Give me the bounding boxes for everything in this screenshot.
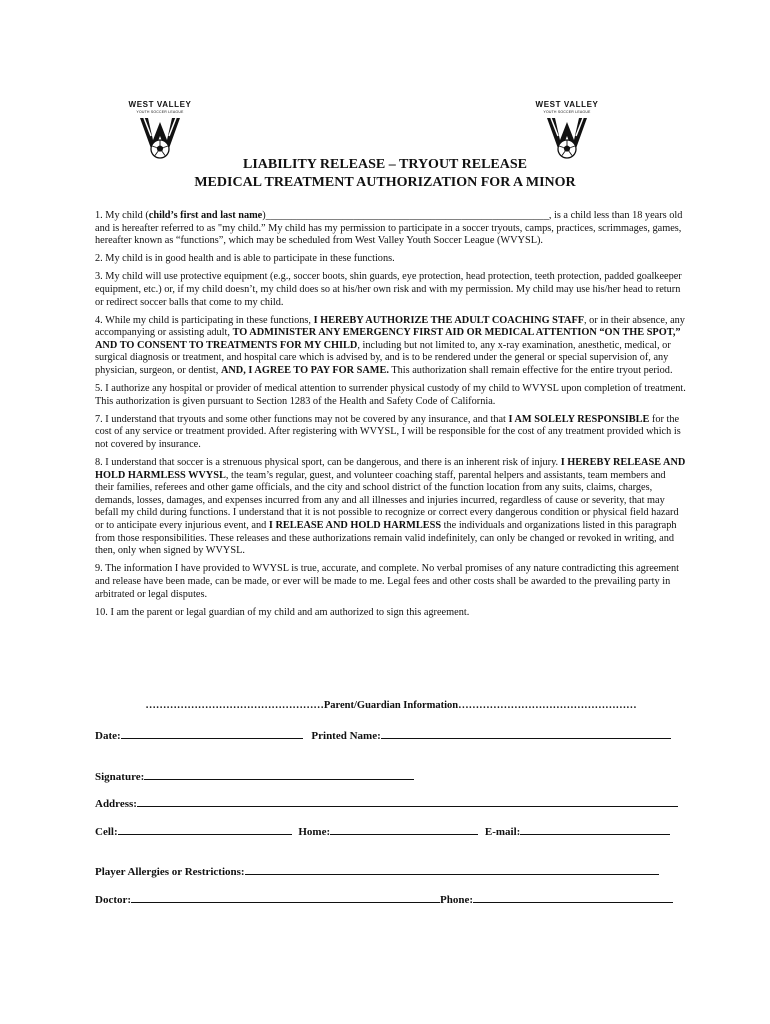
paragraph-5: 5. I authorize any hospital or provider of medical attention to surrender physical custody of my child to WVYSL upon completion of treatment. This authorization is given pursuant to Section 1283 of the Health and Safety Code of California. — [95, 383, 686, 407]
p1-text: 1. My child ( — [95, 210, 149, 221]
p1-text-2: )_______________________________________________________, is a child less than 18 years old and is hereafter referred to as "my child.” My child has my permission to participate in a soccer tryouts, camps, practices, scrimmages, games, hereafter known as “functions”, which may be scheduled from West Valley Youth Soccer League (WVYSL). — [95, 210, 683, 247]
wvysl-logo-left — [128, 100, 192, 160]
p4-bold: I HEREBY AUTHORIZE THE ADULT COACHING STAFF — [313, 314, 585, 326]
title-line-2: MEDICAL TREATMENT AUTHORIZATION FOR A MINOR — [194, 175, 576, 190]
paragraph-2: 2. My child is in good health and is able to participate in these functions. — [95, 253, 395, 265]
printed-name-label: Printed Name: — [311, 730, 381, 742]
address-label: Address: — [95, 798, 137, 810]
agreement-body — [95, 210, 687, 625]
date-field[interactable] — [121, 728, 303, 739]
signature-row — [95, 769, 687, 783]
home-label: Home: — [298, 826, 331, 838]
date-name-row — [95, 728, 687, 742]
cell-field[interactable] — [118, 824, 292, 835]
logo-subtitle: YOUTH SOCCER LEAGUE — [543, 110, 591, 114]
logo-name: WEST VALLEY — [535, 100, 599, 109]
allergies-row — [95, 864, 687, 878]
p8-bold-2: I RELEASE AND HOLD HARMLESS — [268, 520, 442, 532]
logo-subtitle: YOUTH SOCCER LEAGUE — [136, 110, 184, 114]
document-title — [0, 156, 770, 192]
p4-text-4: This authorization shall remain effective for the entire tryout period. — [388, 365, 673, 377]
title-line-1: LIABILITY RELEASE – TRYOUT RELEASE — [242, 157, 527, 172]
logo-name: WEST VALLEY — [128, 100, 192, 109]
address-row — [95, 796, 687, 810]
soccer-ball-w-icon — [138, 116, 182, 160]
email-label: E-mail: — [484, 826, 521, 838]
soccer-ball-w-icon — [545, 116, 589, 160]
signature-field[interactable] — [144, 769, 414, 780]
p4-bold-3: AND, I AGREE TO PAY FOR SAME. — [220, 365, 389, 377]
p8-text-3: the individuals and organizations listed in this paragraph from those responsibilities. These releases and these authorizations remain valid indefinitely, can only be changed or revoked in writing, and then, only when signed by WVYSL. — [95, 520, 677, 557]
p7-bold: I AM SOLELY RESPONSIBLE — [508, 413, 650, 425]
allergies-label: Player Allergies or Restrictions: — [95, 866, 245, 878]
p4-bold-2: TO ADMINISTER ANY EMERGENCY FIRST AID OR MEDICAL ATTENTION “ON THE SPOT,” AND TO CONSENT TO TREATMENTS FOR MY CHILD — [95, 327, 681, 351]
p7-text: 7. I understand that tryouts and some other functions may not be covered by any insurance, and that — [95, 413, 509, 425]
doctor-field[interactable] — [131, 892, 440, 903]
contact-row — [95, 824, 687, 838]
section-header: ……………………………………………Parent/Guardian Information…………………………………………… — [145, 700, 637, 711]
phone-field[interactable] — [473, 892, 673, 903]
wvysl-logo-right — [535, 100, 599, 160]
doctor-label: Doctor: — [95, 894, 132, 906]
p1-bold: child’s first and last name — [148, 210, 263, 221]
paragraph-8 — [95, 457, 687, 558]
p4-text: 4. While my child is participating in these functions, — [95, 314, 314, 326]
paragraph-1 — [95, 210, 687, 248]
paragraph-3: 3. My child will use protective equipment (e.g., soccer boots, shin guards, eye protection, head protection, teeth protection, padded goalkeeper equipment, etc.) or, if my child doesn’t, my child does so at his/her own risk and with my permission. My child may use his/her head to return or redirect soccer balls that come to my child. — [95, 271, 682, 308]
p4-text-2: , or in their absence, any accompanying or assisting adult, — [95, 314, 685, 339]
paragraph-4 — [95, 315, 687, 378]
doctor-phone-row — [95, 892, 687, 906]
paragraph-9: 9. The information I have provided to WVYSL is true, accurate, and complete. No verbal promises of any nature contradicting this agreement and release have been made, can be made, or ever will be made to me. Legal fees and other costs shall be awarded to the prevailing party in arbitrated or legal disputes. — [95, 563, 679, 600]
paragraph-7 — [95, 414, 687, 452]
signature-label: Signature: — [95, 771, 145, 783]
home-field[interactable] — [330, 824, 478, 835]
p8-bold: I HEREBY RELEASE AND HOLD HARMLESS WVYSL — [95, 457, 686, 481]
allergies-field[interactable] — [245, 864, 659, 875]
cell-label: Cell: — [95, 826, 118, 838]
p8-text-2: , the team’s regular, guest, and volunteer coaching staff, parental helpers and assistants, team members and their families, referees and other game officials, and the city and school district of the function location from any suits, claims, charges, demands, losses, damages, and expenses incurred from any and all illnesses and injuries incurred, regardless of cause or severity, that may befall my child during functions. I understand that it is not possible to recognize or correct every dangerous condition or physical field hazard or to anticipate every injurious event, and — [95, 469, 679, 532]
p7-text-2: for the cost of any service or treatment provided. After registering with WVYSL, I will be responsible for the cost of any treatment provided which is not covered by insurance. — [95, 413, 681, 450]
p8-text: 8. I understand that soccer is a strenuous physical sport, can be dangerous, and there is an inherent risk of injury. — [95, 457, 561, 469]
paragraph-10: 10. I am the parent or legal guardian of my child and am authorized to sign this agreement. — [95, 606, 470, 618]
printed-name-field[interactable] — [381, 728, 671, 739]
address-field[interactable] — [137, 796, 678, 807]
phone-label: Phone: — [440, 894, 474, 906]
email-field[interactable] — [520, 824, 670, 835]
p4-text-3: , including but not limited to, any x-ray examination, anesthetic, medical, or surgical diagnosis or treatment, and hospital care which is advised by, and is to be rendered under the general or special supervision of, any physician, surgeon, or dentist, — [95, 339, 671, 377]
date-label: Date: — [95, 730, 121, 742]
